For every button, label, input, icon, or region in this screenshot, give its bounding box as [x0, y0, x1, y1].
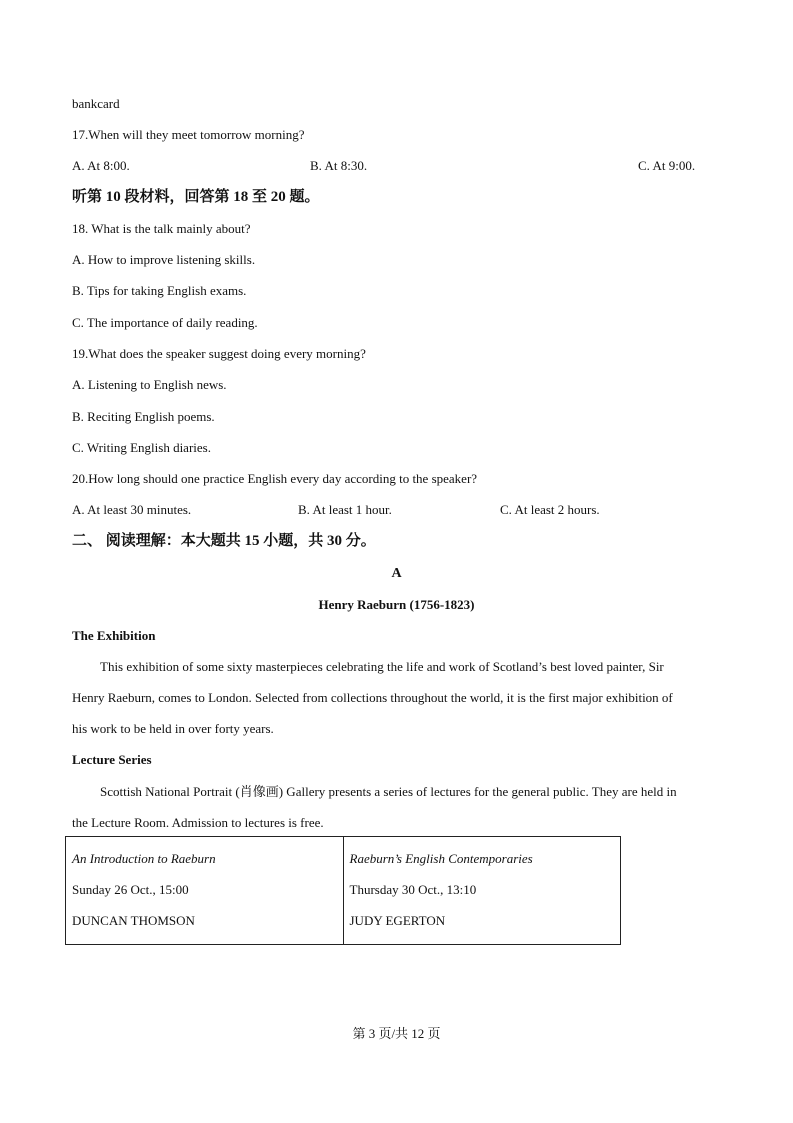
lecture-2-speaker: JUDY EGERTON [349, 913, 446, 928]
passage-title: Henry Raeburn (1756-1823) [318, 597, 475, 612]
q17-option-b: B. At 8:30. [310, 158, 368, 173]
q20-option-b: B. At least 1 hour. [298, 502, 392, 517]
q18-option-b: B. Tips for taking English exams. [72, 283, 247, 298]
passage-label: A [391, 566, 402, 581]
lecture-1-time: Sunday 26 Oct., 15:00 [72, 882, 189, 897]
q17-option-a: A. At 8:00. [72, 158, 130, 173]
q20-option-c: C. At least 2 hours. [500, 502, 600, 517]
lecture-series-heading: Lecture Series [72, 752, 152, 767]
question-19: 19.What does the speaker suggest doing every morning? [72, 346, 366, 361]
lecture-2-time: Thursday 30 Oct., 13:10 [349, 882, 477, 897]
q19-option-c: C. Writing English diaries. [72, 440, 211, 455]
exhibition-line-1: This exhibition of some sixty masterpieces celebrating the life and work of Scotland’s best loved painter, Sir [100, 659, 664, 674]
page-indicator: 第 3 页/共 12 页 [352, 1026, 441, 1041]
reading-part-heading: 二、 阅读理解：本大题共 15 小题，共 30 分。 [72, 533, 376, 549]
lecture-1-title: An Introduction to Raeburn [72, 851, 216, 866]
lecture-cell-1 [66, 837, 344, 945]
exhibition-heading: The Exhibition [72, 628, 156, 643]
lecture-2-title: Raeburn’s English Contemporaries [349, 851, 533, 866]
lecture-line-2: the Lecture Room. Admission to lectures is free. [72, 815, 324, 830]
question-20: 20.How long should one practice English every day according to the speaker? [72, 471, 478, 486]
previous-answer-tail: bankcard [72, 96, 120, 111]
section-10-heading: 听第 10 段材料，回答第 18 至 20 题。 [72, 189, 320, 205]
lecture-table [65, 836, 621, 945]
exhibition-line-3: his work to be held in over forty years. [72, 721, 274, 736]
q18-option-c: C. The importance of daily reading. [72, 315, 258, 330]
lecture-line-1: Scottish National Portrait (肖像画) Gallery presents a series of lectures for the general public. They are held in [100, 784, 677, 799]
question-17: 17.When will they meet tomorrow morning? [72, 127, 305, 142]
q19-option-a: A. Listening to English news. [72, 377, 227, 392]
q19-option-b: B. Reciting English poems. [72, 409, 215, 424]
exhibition-line-2: Henry Raeburn, comes to London. Selected from collections throughout the world, it is the first major exhibition of [72, 690, 673, 705]
q20-option-a: A. At least 30 minutes. [72, 502, 192, 517]
lecture-cell-2 [343, 837, 621, 945]
question-18: 18. What is the talk mainly about? [72, 221, 251, 236]
q17-option-c: C. At 9:00. [638, 158, 696, 173]
q18-option-a: A. How to improve listening skills. [72, 252, 256, 267]
lecture-1-speaker: DUNCAN THOMSON [72, 913, 195, 928]
